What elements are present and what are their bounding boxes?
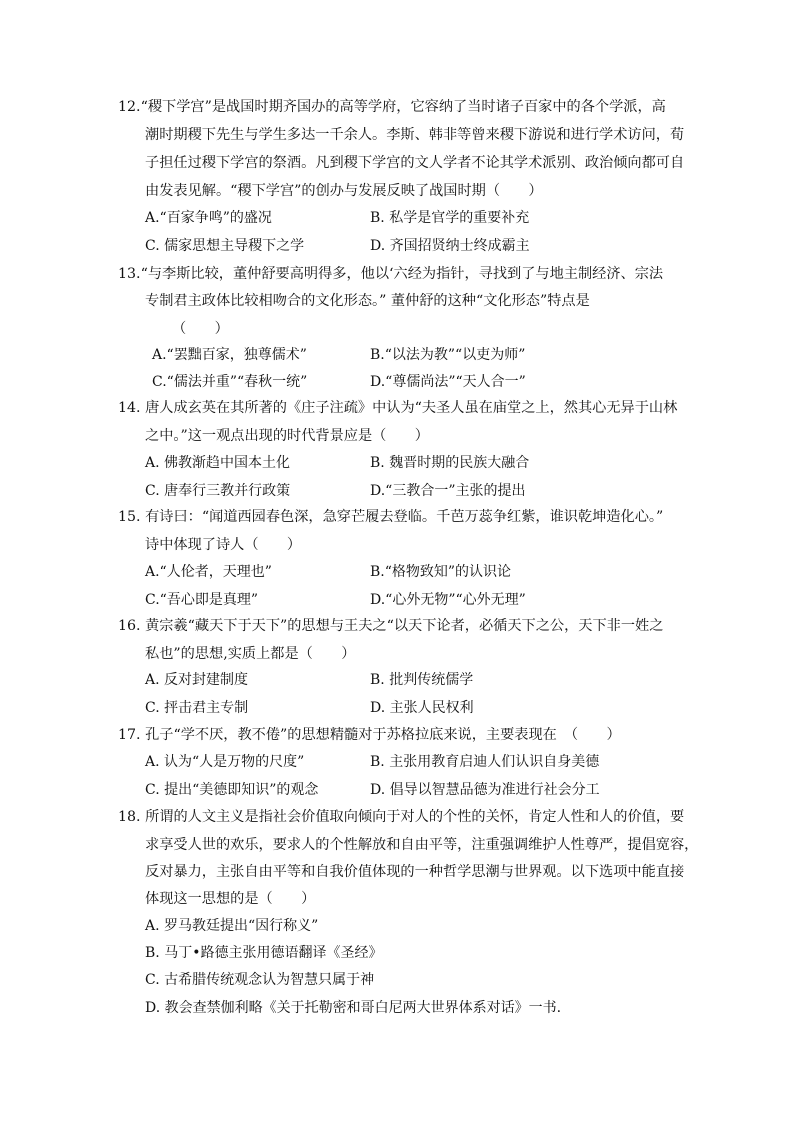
question-15-line-1: 15. 有诗曰：“闻道西园春色深，急穿芒履去登临。千芭万蕊争红紫，谁识乾坤造化心。” — [118, 509, 664, 525]
question-18-line-2: 求享受人世的欢乐，要求人的个性解放和自由平等，注重强调维护人性尊严，提倡宽容， — [145, 837, 699, 853]
question-16-option-d[interactable]: D. 主张人民权利 — [370, 700, 474, 716]
question-16-option-c[interactable]: C. 抨击君主专制 — [145, 700, 249, 716]
question-13-line-2: 专制君主政体比较相吻合的文化形态。” 董仲舒的这种“文化形态”特点是 — [145, 293, 590, 309]
question-15-option-c[interactable]: C.“吾心即是真理” — [145, 592, 258, 608]
question-12-line-2: 潮时期稷下先生与学生多达一千余人。李斯、韩非等曾来稷下游说和进行学术访问，荀 — [145, 127, 685, 143]
question-15-option-b[interactable]: B.“格物致知”的认识论 — [370, 564, 512, 580]
question-13-option-c[interactable]: C.“儒法并重”“春秋一统” — [152, 374, 308, 390]
question-15-line-2: 诗中体现了诗人（ ） — [145, 537, 302, 553]
question-18-option-b[interactable]: B. 马丁•路德主张用德语翻译《圣经》 — [145, 945, 383, 961]
question-13-line-1: 13.“与李斯比较，董仲舒要高明得多，他以‘六经为指针，寻找到了与地主制经济、宗法 — [118, 266, 664, 282]
question-17-option-c[interactable]: C. 提出“美德即知识”的观念 — [145, 782, 319, 798]
question-12-option-a[interactable]: A.“百家争鸣”的盛况 — [145, 210, 272, 226]
question-15-option-a[interactable]: A.“人伦者，天理也” — [145, 564, 272, 580]
question-16-line-1: 16. 黄宗羲“藏天下于天下”的思想与王夫之“以天下论者，必循天下之公，天下非一姓之 — [118, 618, 664, 634]
question-17-option-b[interactable]: B. 主张用教育启迪人们认识自身美德 — [370, 754, 600, 770]
question-15-option-d[interactable]: D.“心外无物”“心外无理” — [370, 592, 526, 608]
question-12-option-d[interactable]: D. 齐国招贤纳士终成霸主 — [370, 238, 530, 254]
question-14-option-d[interactable]: D.“三教合一”主张的提出 — [370, 483, 526, 499]
question-14-line-2: 之中。”这一观点出现的时代背景应是（ ） — [145, 428, 429, 444]
question-18-option-c[interactable]: C. 古希腊传统观念认为智慧只属于神 — [145, 972, 375, 988]
question-14-option-a[interactable]: A. 佛教渐趋中国本土化 — [145, 455, 291, 471]
question-12-line-1: 12.“稷下学宫”是战国时期齐国办的高等学府，它容纳了当时诸子百家中的各个学派，高 — [118, 99, 666, 115]
question-17-option-a[interactable]: A. 认为“人是万物的尺度” — [145, 754, 305, 770]
question-14-option-c[interactable]: C. 唐奉行三教并行政策 — [145, 483, 291, 499]
question-16-line-2: 私也”的思想,实质上都是（ ） — [145, 646, 356, 662]
question-18-option-d[interactable]: D. 教会查禁伽利略《关于托勒密和哥白尼两大世界体系对话》一书. — [145, 1000, 562, 1016]
question-14-option-b[interactable]: B. 魏晋时期的民族大融合 — [370, 455, 530, 471]
question-18-line-1: 18. 所谓的人文主义是指社会价值取向倾向于对人的个性的关怀，肯定人性和人的价值，要 — [118, 809, 685, 825]
question-12-option-c[interactable]: C. 儒家思想主导稷下之学 — [145, 238, 305, 254]
question-17-option-d[interactable]: D. 倡导以智慧品德为准进行社会分工 — [370, 782, 600, 798]
question-18-line-3: 反对暴力，主张自由平等和自我价值体现的一种哲学思潮与世界观。以下选项中能直接 — [145, 864, 685, 880]
question-12-line-4: 由发表见解。“稷下学宫”的创办与发展反映了战国时期（ ） — [145, 183, 543, 199]
question-18-line-4: 体现这一思想的是（ ） — [145, 891, 316, 907]
question-12-option-b[interactable]: B. 私学是官学的重要补充 — [370, 210, 530, 226]
question-13-option-b[interactable]: B.“以法为教”“以吏为师” — [370, 347, 526, 363]
question-13-option-a[interactable]: A.“罢黜百家，独尊儒术” — [152, 347, 307, 363]
question-12-line-3: 子担任过稷下学宫的祭酒。凡到稷下学宫的文人学者不论其学术派别、政治倾向都可自 — [145, 155, 685, 171]
question-17-line-1: 17. 孔子“学不厌，教不倦”的思想精髓对于苏格拉底来说，主要表现在 （ ） — [118, 727, 621, 743]
question-14-line-1: 14. 唐人成玄英在其所著的《庄子注疏》中认为“夫圣人虽在庙堂之上，然其心无异于山林 — [118, 400, 678, 416]
question-16-option-b[interactable]: B. 批判传统儒学 — [370, 672, 474, 688]
question-16-option-a[interactable]: A. 反对封建制度 — [145, 672, 249, 688]
question-18-option-a[interactable]: A. 罗马教廷提出“因行称义” — [145, 918, 319, 934]
question-13-option-d[interactable]: D.“尊儒尚法”“天人合一” — [370, 374, 526, 390]
question-13-line-3: （ ） — [172, 321, 229, 337]
